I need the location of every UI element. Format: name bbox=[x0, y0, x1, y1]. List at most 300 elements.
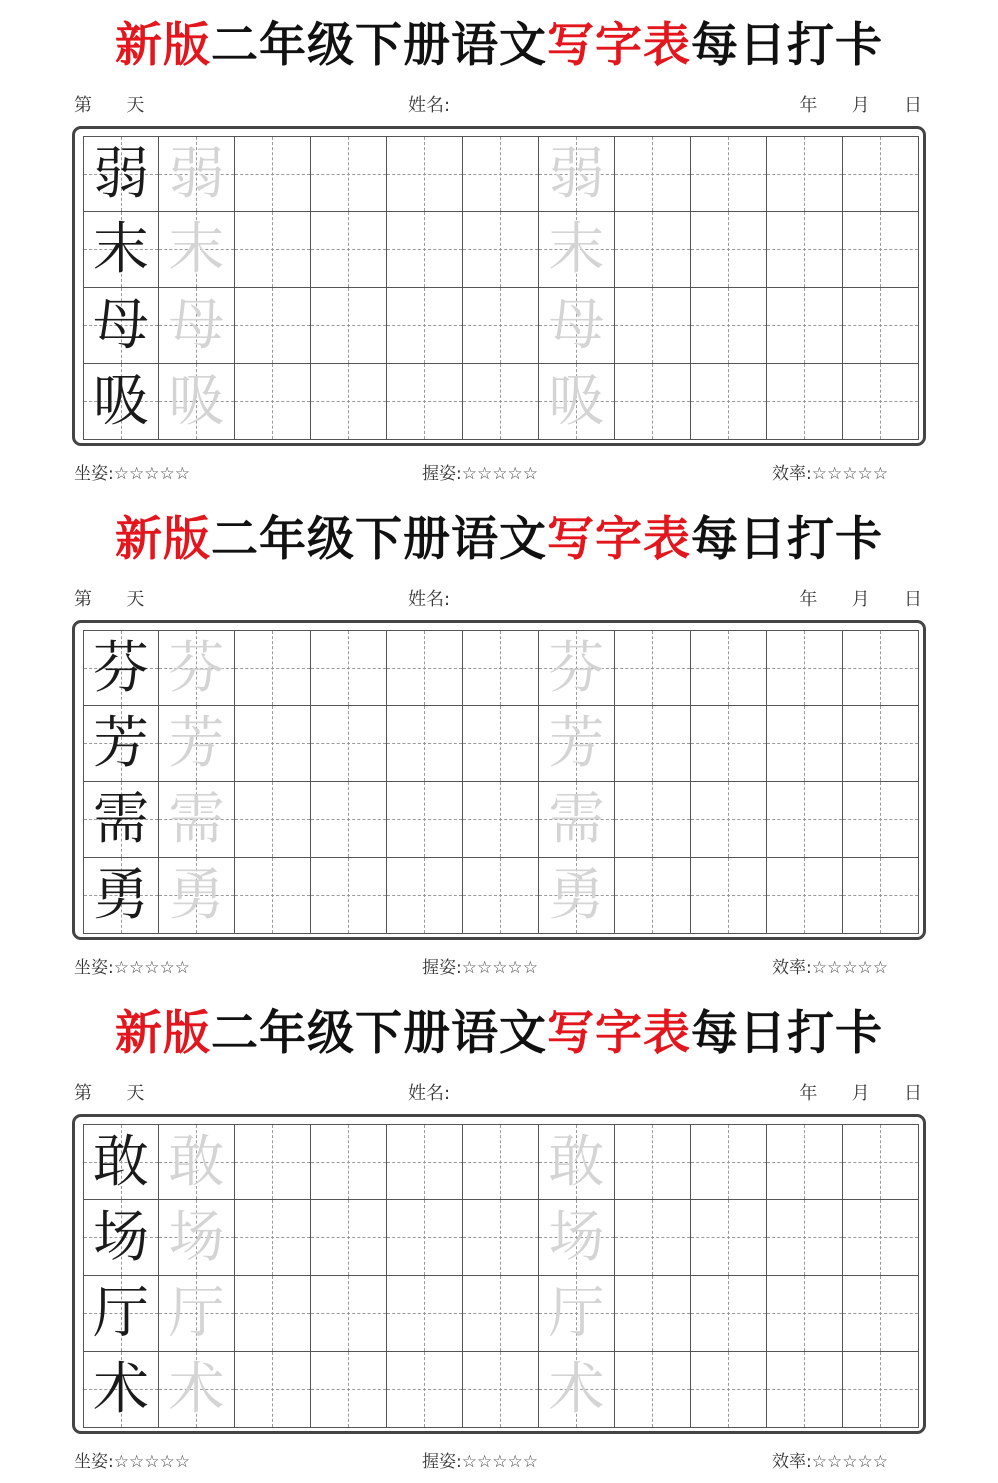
practice-cell[interactable] bbox=[691, 364, 767, 440]
guide-line-vertical bbox=[500, 1125, 501, 1199]
guide-line-vertical bbox=[652, 288, 653, 363]
guide-line-vertical bbox=[880, 782, 881, 857]
trace-character-cell[interactable] bbox=[159, 630, 235, 706]
guide-line-vertical bbox=[272, 858, 273, 933]
practice-cell[interactable] bbox=[387, 1276, 463, 1352]
practice-cell[interactable] bbox=[843, 288, 919, 364]
trace-character-cell[interactable] bbox=[539, 364, 615, 440]
practice-cell[interactable] bbox=[463, 706, 539, 782]
practice-cell[interactable] bbox=[691, 706, 767, 782]
guide-line-vertical bbox=[272, 212, 273, 287]
guide-line-vertical bbox=[424, 288, 425, 363]
model-character: 术 bbox=[93, 1357, 149, 1422]
title-segment: 写字表 bbox=[547, 512, 691, 567]
practice-cell[interactable] bbox=[311, 782, 387, 858]
practice-cell[interactable] bbox=[235, 1200, 311, 1276]
model-character-cell bbox=[83, 1276, 159, 1352]
guide-line-vertical bbox=[728, 858, 729, 933]
trace-character: 芬 bbox=[168, 636, 225, 701]
practice-cell[interactable] bbox=[235, 1124, 311, 1200]
guide-line-vertical bbox=[500, 1200, 501, 1275]
practice-cell[interactable] bbox=[311, 136, 387, 212]
guide-line-vertical bbox=[348, 1352, 349, 1427]
practice-cell[interactable] bbox=[235, 136, 311, 212]
practice-cell[interactable] bbox=[463, 1200, 539, 1276]
practice-cell[interactable] bbox=[311, 1124, 387, 1200]
practice-cell[interactable] bbox=[615, 1352, 691, 1428]
practice-cell[interactable] bbox=[311, 288, 387, 364]
star-rating-icon[interactable]: ☆☆☆☆☆ bbox=[113, 464, 190, 484]
practice-cell[interactable] bbox=[843, 136, 919, 212]
guide-line-vertical bbox=[728, 364, 729, 439]
trace-character: 敢 bbox=[168, 1130, 225, 1195]
rating-label: 效率: bbox=[772, 464, 812, 484]
guide-line-vertical bbox=[500, 782, 501, 857]
practice-cell[interactable] bbox=[235, 706, 311, 782]
guide-line-vertical bbox=[348, 1276, 349, 1351]
guide-line-vertical bbox=[880, 1125, 881, 1199]
trace-character: 弱 bbox=[168, 142, 225, 207]
guide-line-vertical bbox=[652, 631, 653, 705]
practice-cell[interactable] bbox=[691, 858, 767, 934]
practice-cell[interactable] bbox=[615, 1276, 691, 1352]
trace-character-cell[interactable] bbox=[159, 858, 235, 934]
practice-cell[interactable] bbox=[843, 782, 919, 858]
practice-cell[interactable] bbox=[691, 212, 767, 288]
guide-line-vertical bbox=[272, 364, 273, 439]
practice-cell[interactable] bbox=[463, 1124, 539, 1200]
guide-line-vertical bbox=[880, 631, 881, 705]
sitting-rating bbox=[74, 957, 190, 979]
practice-cell[interactable] bbox=[767, 1276, 843, 1352]
title-segment: 二年级下册语文 bbox=[211, 512, 547, 567]
guide-line-vertical bbox=[728, 1200, 729, 1275]
practice-cell[interactable] bbox=[235, 1352, 311, 1428]
guide-line-vertical bbox=[348, 782, 349, 857]
guide-line-vertical bbox=[804, 858, 805, 933]
practice-cell[interactable] bbox=[463, 858, 539, 934]
practice-sheet bbox=[0, 494, 998, 987]
model-character-cell bbox=[83, 782, 159, 858]
guide-line-vertical bbox=[652, 858, 653, 933]
rating-label: 握姿: bbox=[422, 1452, 462, 1472]
practice-cell[interactable] bbox=[615, 706, 691, 782]
practice-cell[interactable] bbox=[311, 1276, 387, 1352]
trace-character: 勇 bbox=[168, 863, 225, 928]
practice-cell[interactable] bbox=[311, 212, 387, 288]
practice-cell[interactable] bbox=[767, 858, 843, 934]
trace-character: 需 bbox=[168, 787, 225, 852]
guide-line-vertical bbox=[804, 1200, 805, 1275]
practice-cell[interactable] bbox=[235, 782, 311, 858]
efficiency-rating bbox=[772, 957, 888, 979]
practice-cell[interactable] bbox=[463, 364, 539, 440]
practice-cell[interactable] bbox=[387, 858, 463, 934]
title-segment: 写字表 bbox=[547, 1006, 691, 1061]
practice-cell[interactable] bbox=[615, 782, 691, 858]
practice-sheet bbox=[0, 0, 998, 493]
rating-label: 握姿: bbox=[422, 958, 462, 978]
guide-line-vertical bbox=[348, 1125, 349, 1199]
practice-cell[interactable] bbox=[235, 288, 311, 364]
guide-line-vertical bbox=[652, 1200, 653, 1275]
practice-cell[interactable] bbox=[767, 364, 843, 440]
practice-cell[interactable] bbox=[235, 630, 311, 706]
practice-cell[interactable] bbox=[463, 1352, 539, 1428]
guide-line-vertical bbox=[880, 858, 881, 933]
trace-character-cell[interactable] bbox=[159, 288, 235, 364]
guide-line-vertical bbox=[424, 137, 425, 211]
practice-cell[interactable] bbox=[615, 858, 691, 934]
guide-line-vertical bbox=[348, 1200, 349, 1275]
guide-line-vertical bbox=[804, 364, 805, 439]
trace-character: 吸 bbox=[548, 369, 605, 434]
trace-character-cell[interactable] bbox=[159, 364, 235, 440]
rating-label: 握姿: bbox=[422, 464, 462, 484]
trace-character: 勇 bbox=[548, 863, 605, 928]
day-field[interactable]: 第 天 bbox=[74, 1083, 145, 1104]
trace-character: 母 bbox=[548, 293, 605, 358]
name-field[interactable]: 姓名: bbox=[408, 95, 451, 116]
model-character: 末 bbox=[93, 217, 149, 282]
practice-cell[interactable] bbox=[235, 858, 311, 934]
practice-cell[interactable] bbox=[691, 630, 767, 706]
practice-cell[interactable] bbox=[843, 1200, 919, 1276]
practice-cell[interactable] bbox=[463, 1276, 539, 1352]
guide-line-vertical bbox=[500, 212, 501, 287]
guide-line-vertical bbox=[728, 288, 729, 363]
trace-character: 吸 bbox=[168, 369, 225, 434]
practice-cell[interactable] bbox=[615, 364, 691, 440]
name-field[interactable]: 姓名: bbox=[408, 589, 451, 610]
guide-line-vertical bbox=[348, 631, 349, 705]
guide-line-vertical bbox=[272, 137, 273, 211]
guide-line-vertical bbox=[880, 288, 881, 363]
trace-character-cell[interactable] bbox=[159, 1124, 235, 1200]
name-field[interactable]: 姓名: bbox=[408, 1083, 451, 1104]
rating-label: 坐姿: bbox=[74, 958, 114, 978]
practice-cell[interactable] bbox=[311, 706, 387, 782]
guide-line-vertical bbox=[348, 706, 349, 781]
guide-line-vertical bbox=[652, 782, 653, 857]
sitting-rating bbox=[74, 463, 190, 485]
trace-character: 术 bbox=[168, 1357, 225, 1422]
trace-character: 厅 bbox=[548, 1281, 605, 1346]
star-rating-icon[interactable]: ☆☆☆☆☆ bbox=[461, 958, 538, 978]
guide-line-vertical bbox=[424, 631, 425, 705]
rating-label: 效率: bbox=[772, 1452, 812, 1472]
trace-character: 厅 bbox=[168, 1281, 225, 1346]
model-character-cell bbox=[83, 630, 159, 706]
guide-line-vertical bbox=[728, 782, 729, 857]
guide-line-vertical bbox=[728, 137, 729, 211]
guide-line-vertical bbox=[424, 1200, 425, 1275]
model-character-cell bbox=[83, 288, 159, 364]
practice-cell[interactable] bbox=[767, 630, 843, 706]
guide-line-vertical bbox=[272, 782, 273, 857]
practice-cell[interactable] bbox=[691, 1200, 767, 1276]
trace-character: 场 bbox=[548, 1205, 605, 1270]
practice-cell[interactable] bbox=[615, 1200, 691, 1276]
model-character: 母 bbox=[93, 293, 149, 358]
star-rating-icon[interactable]: ☆☆☆☆☆ bbox=[113, 1452, 190, 1472]
guide-line-vertical bbox=[880, 1200, 881, 1275]
model-character-cell bbox=[83, 212, 159, 288]
practice-cell[interactable] bbox=[767, 1352, 843, 1428]
practice-cell[interactable] bbox=[615, 1124, 691, 1200]
practice-cell[interactable] bbox=[311, 364, 387, 440]
trace-character-cell[interactable] bbox=[539, 212, 615, 288]
guide-line-vertical bbox=[500, 1276, 501, 1351]
guide-line-vertical bbox=[728, 706, 729, 781]
practice-cell[interactable] bbox=[387, 364, 463, 440]
title-segment: 每日打卡 bbox=[691, 18, 883, 73]
practice-cell[interactable] bbox=[843, 706, 919, 782]
star-rating-icon[interactable]: ☆☆☆☆☆ bbox=[811, 958, 888, 978]
star-rating-icon[interactable]: ☆☆☆☆☆ bbox=[461, 464, 538, 484]
model-character: 弱 bbox=[93, 142, 149, 207]
efficiency-rating bbox=[772, 1451, 888, 1473]
practice-cell[interactable] bbox=[387, 212, 463, 288]
title-segment: 新版 bbox=[115, 512, 211, 567]
guide-line-vertical bbox=[424, 364, 425, 439]
guide-line-vertical bbox=[804, 706, 805, 781]
trace-character-cell[interactable] bbox=[539, 782, 615, 858]
trace-character-cell[interactable] bbox=[159, 1200, 235, 1276]
rating-label: 效率: bbox=[772, 958, 812, 978]
trace-character-cell[interactable] bbox=[159, 1352, 235, 1428]
sitting-rating bbox=[74, 1451, 190, 1473]
practice-cell[interactable] bbox=[311, 858, 387, 934]
guide-line-vertical bbox=[880, 212, 881, 287]
star-rating-icon[interactable]: ☆☆☆☆☆ bbox=[113, 958, 190, 978]
practice-cell[interactable] bbox=[387, 1200, 463, 1276]
practice-cell[interactable] bbox=[767, 1124, 843, 1200]
trace-character-cell[interactable] bbox=[539, 1200, 615, 1276]
guide-line-vertical bbox=[804, 212, 805, 287]
trace-character: 敢 bbox=[548, 1130, 605, 1195]
practice-cell[interactable] bbox=[615, 136, 691, 212]
guide-line-vertical bbox=[348, 858, 349, 933]
trace-character: 芳 bbox=[168, 711, 225, 776]
guide-line-vertical bbox=[880, 137, 881, 211]
guide-line-vertical bbox=[348, 364, 349, 439]
guide-line-vertical bbox=[500, 631, 501, 705]
practice-cell[interactable] bbox=[235, 212, 311, 288]
model-character: 芳 bbox=[93, 711, 149, 776]
trace-character-cell[interactable] bbox=[159, 706, 235, 782]
practice-cell[interactable] bbox=[311, 1352, 387, 1428]
guide-line-vertical bbox=[424, 706, 425, 781]
practice-cell[interactable] bbox=[463, 136, 539, 212]
rating-label: 坐姿: bbox=[74, 1452, 114, 1472]
practice-cell[interactable] bbox=[767, 288, 843, 364]
practice-cell[interactable] bbox=[843, 212, 919, 288]
model-character-cell bbox=[83, 364, 159, 440]
trace-character-cell[interactable] bbox=[159, 1276, 235, 1352]
model-character-cell bbox=[83, 1124, 159, 1200]
trace-character-cell[interactable] bbox=[539, 858, 615, 934]
date-field[interactable]: 年 月 日 bbox=[799, 1083, 922, 1104]
practice-cell[interactable] bbox=[387, 1352, 463, 1428]
grip-rating bbox=[422, 957, 538, 979]
guide-line-vertical bbox=[804, 782, 805, 857]
trace-character: 芳 bbox=[548, 711, 605, 776]
model-character-cell bbox=[83, 858, 159, 934]
practice-cell[interactable] bbox=[615, 630, 691, 706]
guide-line-vertical bbox=[272, 1352, 273, 1427]
guide-line-vertical bbox=[272, 706, 273, 781]
trace-character: 弱 bbox=[548, 142, 605, 207]
title-segment: 二年级下册语文 bbox=[211, 18, 547, 73]
practice-cell[interactable] bbox=[843, 1352, 919, 1428]
guide-line-vertical bbox=[272, 1276, 273, 1351]
guide-line-vertical bbox=[728, 212, 729, 287]
efficiency-rating bbox=[772, 463, 888, 485]
practice-cell[interactable] bbox=[235, 1276, 311, 1352]
star-rating-icon[interactable]: ☆☆☆☆☆ bbox=[811, 464, 888, 484]
guide-line-vertical bbox=[880, 1276, 881, 1351]
sheet-title bbox=[0, 1004, 998, 1064]
title-segment: 二年级下册语文 bbox=[211, 1006, 547, 1061]
practice-cell[interactable] bbox=[767, 782, 843, 858]
trace-character: 末 bbox=[168, 217, 225, 282]
trace-character-cell[interactable] bbox=[159, 212, 235, 288]
practice-cell[interactable] bbox=[691, 1276, 767, 1352]
guide-line-vertical bbox=[728, 1276, 729, 1351]
guide-line-vertical bbox=[500, 858, 501, 933]
practice-cell[interactable] bbox=[691, 288, 767, 364]
guide-line-vertical bbox=[652, 137, 653, 211]
title-segment: 每日打卡 bbox=[691, 1006, 883, 1061]
guide-line-vertical bbox=[424, 782, 425, 857]
star-rating-icon[interactable]: ☆☆☆☆☆ bbox=[461, 1452, 538, 1472]
guide-line-vertical bbox=[652, 212, 653, 287]
writing-grid-frame bbox=[72, 620, 926, 940]
practice-cell[interactable] bbox=[387, 136, 463, 212]
guide-line-vertical bbox=[348, 137, 349, 211]
day-field[interactable]: 第 天 bbox=[74, 95, 145, 116]
model-character: 勇 bbox=[93, 863, 149, 928]
practice-cell[interactable] bbox=[843, 1124, 919, 1200]
trace-character-cell[interactable] bbox=[539, 1276, 615, 1352]
practice-cell[interactable] bbox=[843, 1276, 919, 1352]
practice-cell[interactable] bbox=[463, 288, 539, 364]
practice-cell[interactable] bbox=[843, 858, 919, 934]
trace-character: 术 bbox=[548, 1357, 605, 1422]
rating-label: 坐姿: bbox=[74, 464, 114, 484]
practice-cell[interactable] bbox=[843, 630, 919, 706]
star-rating-icon[interactable]: ☆☆☆☆☆ bbox=[811, 1452, 888, 1472]
guide-line-vertical bbox=[652, 1352, 653, 1427]
trace-character-cell[interactable] bbox=[539, 630, 615, 706]
practice-cell[interactable] bbox=[463, 212, 539, 288]
guide-line-vertical bbox=[424, 858, 425, 933]
practice-cell[interactable] bbox=[691, 782, 767, 858]
trace-character-cell[interactable] bbox=[539, 706, 615, 782]
guide-line-vertical bbox=[424, 1352, 425, 1427]
practice-cell[interactable] bbox=[691, 136, 767, 212]
practice-cell[interactable] bbox=[691, 1124, 767, 1200]
trace-character-cell[interactable] bbox=[159, 136, 235, 212]
trace-character-cell[interactable] bbox=[539, 1124, 615, 1200]
guide-line-vertical bbox=[652, 706, 653, 781]
grip-rating bbox=[422, 463, 538, 485]
guide-line-vertical bbox=[804, 1276, 805, 1351]
trace-character-cell[interactable] bbox=[539, 288, 615, 364]
trace-character: 场 bbox=[168, 1205, 225, 1270]
model-character: 敢 bbox=[93, 1130, 149, 1195]
title-segment: 写字表 bbox=[547, 18, 691, 73]
guide-line-vertical bbox=[272, 288, 273, 363]
practice-cell[interactable] bbox=[615, 212, 691, 288]
practice-cell[interactable] bbox=[235, 364, 311, 440]
model-character: 芬 bbox=[93, 636, 149, 701]
practice-cell[interactable] bbox=[463, 630, 539, 706]
title-segment: 新版 bbox=[115, 18, 211, 73]
practice-cell[interactable] bbox=[311, 1200, 387, 1276]
practice-cell[interactable] bbox=[387, 782, 463, 858]
practice-sheet bbox=[0, 988, 998, 1481]
practice-cell[interactable] bbox=[843, 364, 919, 440]
guide-line-vertical bbox=[652, 1125, 653, 1199]
practice-cell[interactable] bbox=[767, 212, 843, 288]
trace-character: 需 bbox=[548, 787, 605, 852]
practice-cell[interactable] bbox=[387, 288, 463, 364]
guide-line-vertical bbox=[804, 631, 805, 705]
guide-line-vertical bbox=[500, 288, 501, 363]
guide-line-vertical bbox=[652, 364, 653, 439]
guide-line-vertical bbox=[804, 1125, 805, 1199]
guide-line-vertical bbox=[424, 1125, 425, 1199]
guide-line-vertical bbox=[880, 364, 881, 439]
practice-cell[interactable] bbox=[615, 288, 691, 364]
guide-line-vertical bbox=[728, 1352, 729, 1427]
guide-line-vertical bbox=[804, 137, 805, 211]
grip-rating bbox=[422, 1451, 538, 1473]
practice-cell[interactable] bbox=[311, 630, 387, 706]
guide-line-vertical bbox=[500, 1352, 501, 1427]
title-segment: 每日打卡 bbox=[691, 512, 883, 567]
trace-character-cell[interactable] bbox=[159, 782, 235, 858]
practice-cell[interactable] bbox=[387, 706, 463, 782]
trace-character-cell[interactable] bbox=[539, 136, 615, 212]
practice-cell[interactable] bbox=[387, 1124, 463, 1200]
trace-character-cell[interactable] bbox=[539, 1352, 615, 1428]
day-field[interactable]: 第 天 bbox=[74, 589, 145, 610]
guide-line-vertical bbox=[804, 1352, 805, 1427]
practice-cell[interactable] bbox=[767, 706, 843, 782]
guide-line-vertical bbox=[728, 1125, 729, 1199]
date-field[interactable]: 年 月 日 bbox=[799, 95, 922, 116]
guide-line-vertical bbox=[880, 1352, 881, 1427]
guide-line-vertical bbox=[652, 1276, 653, 1351]
writing-grid-frame bbox=[72, 1114, 926, 1434]
practice-cell[interactable] bbox=[463, 782, 539, 858]
trace-character: 芬 bbox=[548, 636, 605, 701]
guide-line-vertical bbox=[348, 288, 349, 363]
practice-cell[interactable] bbox=[387, 630, 463, 706]
date-field[interactable]: 年 月 日 bbox=[799, 589, 922, 610]
trace-character: 母 bbox=[168, 293, 225, 358]
practice-cell[interactable] bbox=[767, 136, 843, 212]
guide-line-vertical bbox=[272, 1200, 273, 1275]
practice-cell[interactable] bbox=[691, 1352, 767, 1428]
guide-line-vertical bbox=[424, 1276, 425, 1351]
sheet-title bbox=[0, 16, 998, 76]
practice-cell[interactable] bbox=[767, 1200, 843, 1276]
guide-line-vertical bbox=[728, 631, 729, 705]
